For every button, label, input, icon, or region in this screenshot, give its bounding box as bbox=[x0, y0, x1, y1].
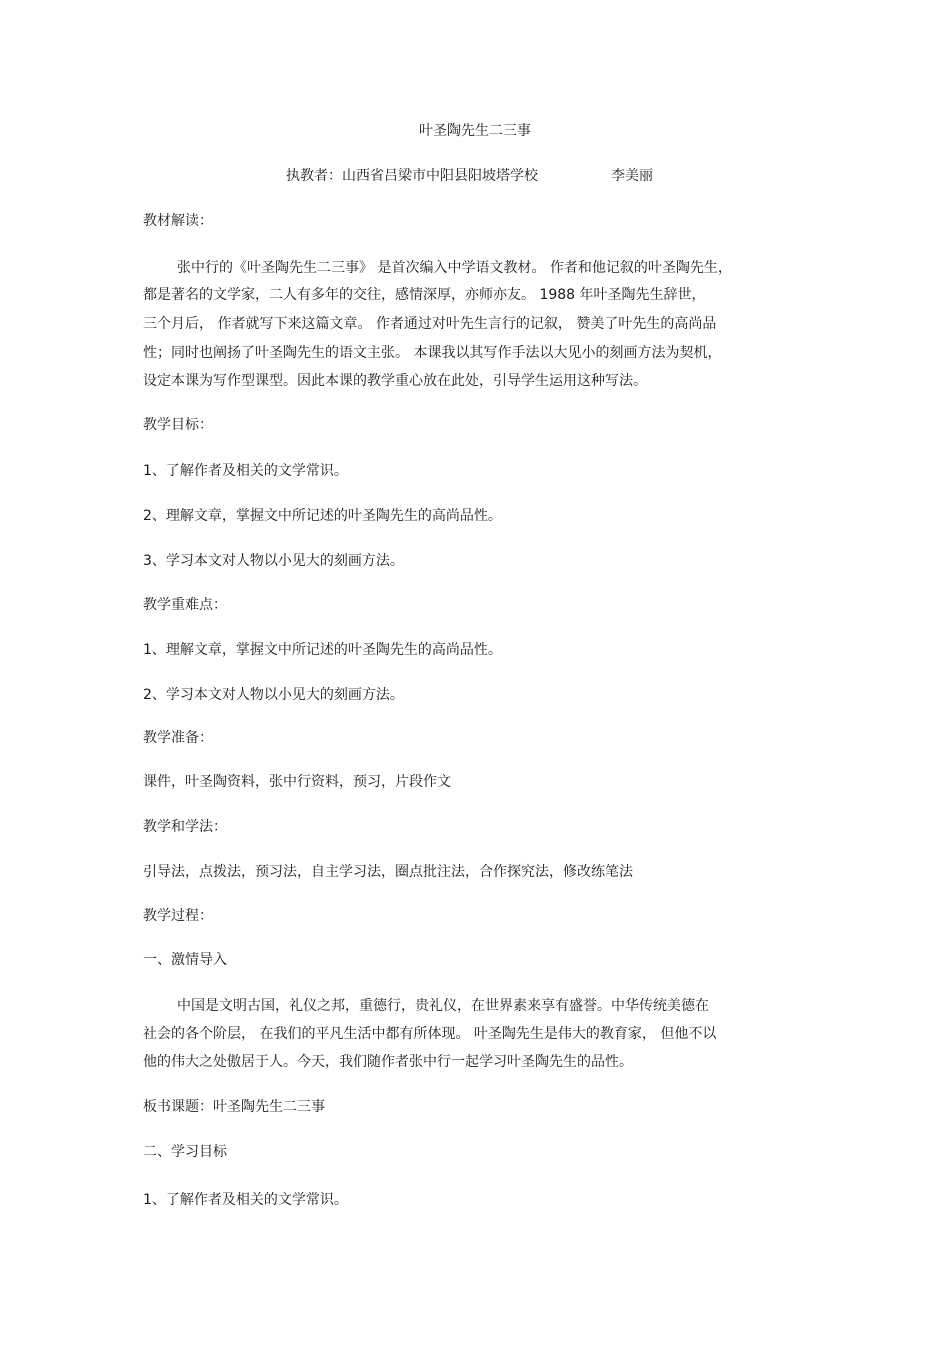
textbook-heading: 教材解读： bbox=[143, 213, 213, 229]
paragraph-line: 设定本课为写作型课型。因此本课的教学重心放在此处，引导学生运用这种写法。 bbox=[143, 373, 647, 389]
goal-item: 1、了解作者及相关的文学常识。 bbox=[143, 463, 348, 479]
paragraph-line: 三个月后， 作者就写下来这篇文章。 作者通过对叶先生言行的记叙， 赞美了叶先生的高尚品 bbox=[143, 316, 717, 332]
goals-heading: 教学目标： bbox=[143, 417, 213, 433]
step1-heading: 一、激情导入 bbox=[143, 952, 227, 968]
paragraph-line: 中国是文明古国，礼仪之邦，重德行，贵礼仪，在世界素来享有盛誉。中华传统美德在 bbox=[177, 998, 709, 1014]
paragraph-line: 他的伟大之处傲居于人。今天，我们随作者张中行一起学习叶圣陶先生的品性。 bbox=[143, 1054, 633, 1070]
paragraph-line: 社会的各个阶层， 在我们的平凡生活中都有所体现。 叶圣陶先生是伟大的教育家， 但他不以 bbox=[143, 1026, 717, 1042]
methods-content: 引导法，点拨法，预习法，自主学习法，圈点批注法，合作探究法，修改练笔法 bbox=[143, 864, 633, 880]
prep-content: 课件，叶圣陶资料，张中行资料，预习，片段作文 bbox=[143, 774, 451, 790]
keypoints-heading: 教学重难点： bbox=[143, 597, 227, 613]
page-title: 叶圣陶先生二三事 bbox=[419, 123, 531, 139]
author-line bbox=[286, 167, 653, 185]
step2-item: 1、了解作者及相关的文学常识。 bbox=[143, 1192, 348, 1208]
paragraph-line: 都是著名的文学家，二人有多年的交往，感情深厚，亦师亦友。 1988 年叶圣陶先生辞世， bbox=[143, 287, 706, 303]
methods-heading: 教学和学法： bbox=[143, 819, 227, 835]
paragraph-line: 性；同时也阐扬了叶圣陶先生的语文主张。 本课我以其写作手法以大见小的刻画方法为契机， bbox=[143, 345, 722, 361]
paragraph-line: 张中行的《叶圣陶先生二三事》 是首次编入中学语文教材。 作者和他记叙的叶圣陶先生， bbox=[177, 260, 732, 276]
keypoint-item: 1、理解文章，掌握文中所记述的叶圣陶先生的高尚品性。 bbox=[143, 642, 502, 658]
board-title: 板书课题：叶圣陶先生二三事 bbox=[143, 1099, 325, 1115]
author-label: 执教者：山西省吕梁市中阳县阳坡塔学校 bbox=[286, 168, 538, 184]
prep-heading: 教学准备： bbox=[143, 730, 213, 746]
step2-heading: 二、学习目标 bbox=[143, 1144, 227, 1160]
goal-item: 3、学习本文对人物以小见大的刻画方法。 bbox=[143, 553, 404, 569]
process-heading: 教学过程： bbox=[143, 908, 213, 924]
keypoint-item: 2、学习本文对人物以小见大的刻画方法。 bbox=[143, 687, 404, 703]
author-name: 李美丽 bbox=[611, 168, 653, 184]
goal-item: 2、理解文章，掌握文中所记述的叶圣陶先生的高尚品性。 bbox=[143, 508, 502, 524]
